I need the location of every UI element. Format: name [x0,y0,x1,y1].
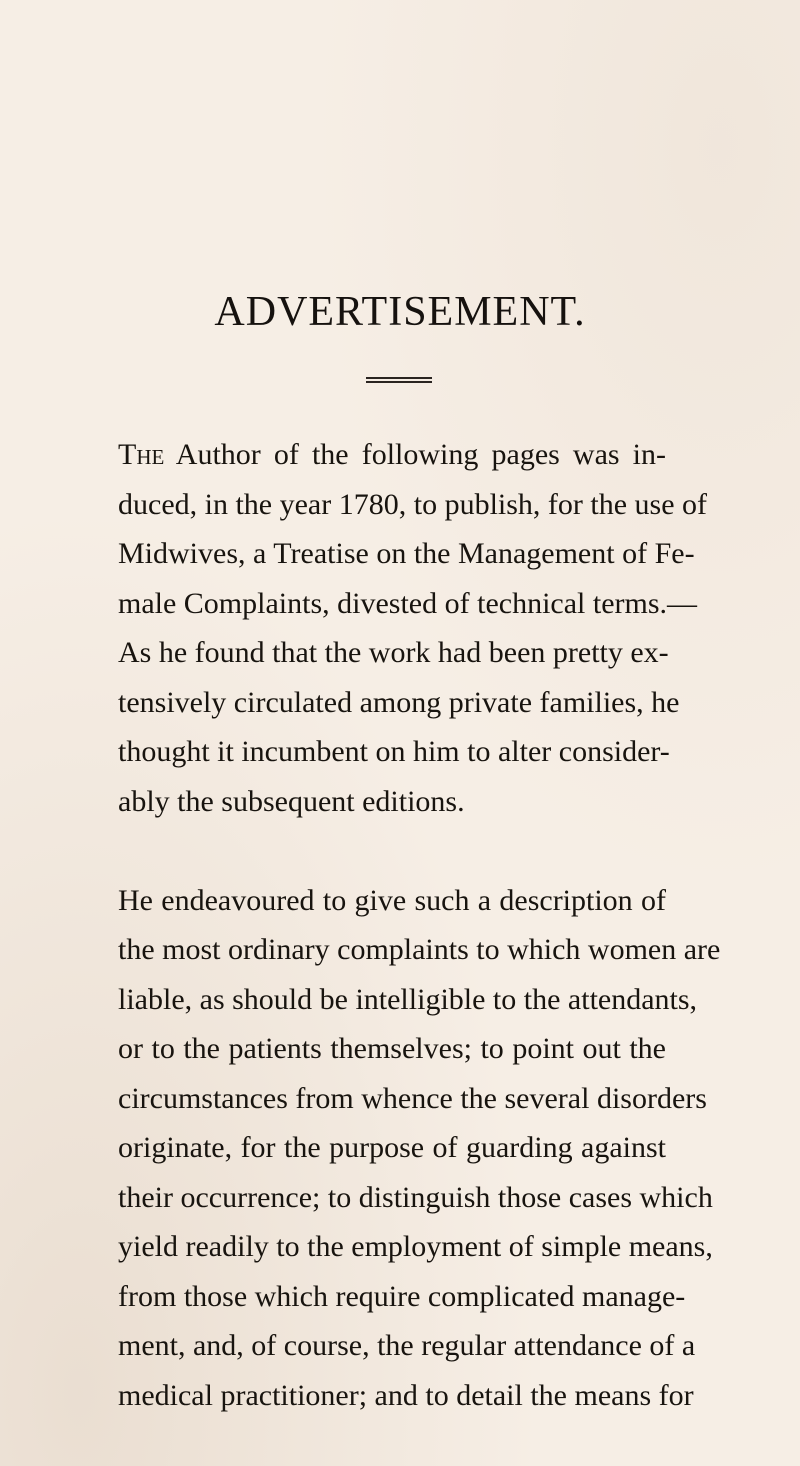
text-line: their occurrence; to distinguish those cases which [118,1180,713,1214]
text-line: originate, for the purpose of guarding against [118,1131,666,1164]
text-line: tensively circulated among private families, he [118,685,680,719]
text-line: the most ordinary complaints to which women are [118,933,721,966]
text-line: liable, as should be intelligible to the attendants, [118,982,698,1016]
text-line: from those which require complicated manage- [118,1279,686,1313]
heading-rule [366,377,432,383]
text-line: duced, in the year 1780, to publish, for the use of [118,487,708,521]
text-line: thought it incumbent on him to alter consider- [118,735,670,768]
text-line: or to the patients themselves; to point out the [118,1032,666,1065]
text-line: male Complaints, divested of technical terms.— [118,586,698,620]
paragraph-2 [118,876,721,1421]
text-line: ment, and, of course, the regular attendance of a [118,1329,696,1362]
paragraph-1 [118,430,708,826]
page-heading: ADVERTISEMENT. [214,289,586,335]
text-line: medical practitioner; and to detail the means for [118,1378,694,1412]
text-line: ably the subsequent editions. [118,784,465,818]
text-line: yield readily to the employment of simple means, [118,1230,713,1263]
text-line: Midwives, a Treatise on the Management of Fe- [118,537,695,570]
body-text [118,430,721,1420]
text-line: He endeavoured to give such a description of [118,883,666,917]
text-line: As he found that the work had been pretty ex- [118,636,669,669]
text-line: The Author of the following pages was in- [118,438,666,471]
text-line: circumstances from whence the several disorders [118,1081,707,1115]
